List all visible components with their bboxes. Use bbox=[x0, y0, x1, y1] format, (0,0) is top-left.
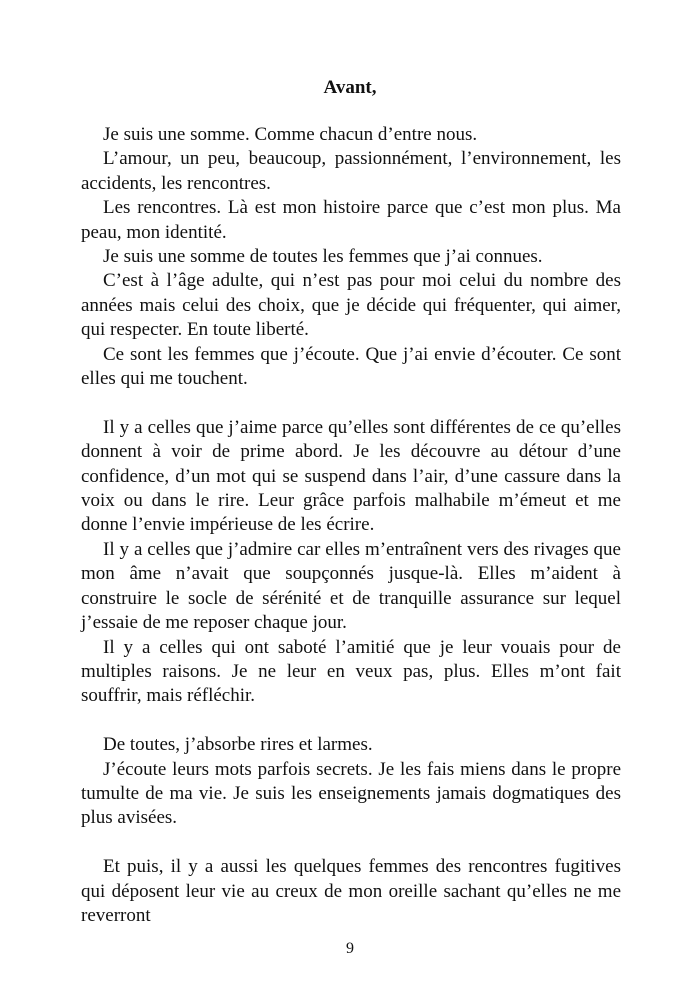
paragraph: C’est à l’âge adulte, qui n’est pas pour moi celui du nombre des années mais celui des choix, que je décide qui fréquenter, qui aimer, qui respecter. En toute liberté. bbox=[81, 270, 621, 341]
page-number: 9 bbox=[346, 940, 354, 957]
paragraph: De toutes, j’absorbe rires et larmes. bbox=[103, 734, 373, 756]
paragraph: Il y a celles que j’admire car elles m’entraînent vers des rivages que mon âme n’avait que soupçonnés jusque-là. Elles m’aident à construire le socle de sérénité et de tranquille assurance sur lequel j’essaie de me reposer chaque jour. bbox=[81, 538, 621, 634]
paragraph: Je suis une somme de toutes les femmes que j’ai connues. bbox=[103, 246, 543, 268]
paragraph: J’écoute leurs mots parfois secrets. Je les fais miens dans le propre tumulte de ma vie. Je suis les enseignements jamais dogmatiques des plus avisées. bbox=[81, 758, 621, 829]
paragraph: Il y a celles qui ont saboté l’amitié que je leur vouais pour de multiples raisons. Je ne leur en veux pas, plus. Elles m’ont fait souffrir, mais réfléchir. bbox=[81, 636, 621, 707]
paragraph: Et puis, il y a aussi les quelques femmes des rencontres fugitives qui déposent leur vie au creux de mon oreille sachant qu’elles ne me reverront bbox=[81, 856, 621, 926]
paragraph: Je suis une somme. Comme chacun d’entre nous. bbox=[103, 124, 478, 145]
body-text bbox=[81, 123, 621, 928]
paragraph: L’amour, un peu, beaucoup, passionnément, l’environnement, les accidents, les rencontres. bbox=[81, 148, 621, 194]
paragraph: Ce sont les femmes que j’écoute. Que j’ai envie d’écouter. Ce sont elles qui me touchent. bbox=[81, 343, 621, 390]
paragraph: Les rencontres. Là est mon histoire parce que c’est mon plus. Ma peau, mon identité. bbox=[81, 197, 621, 243]
chapter-title: Avant, bbox=[323, 77, 377, 98]
paragraph: Il y a celles que j’aime parce qu’elles sont différentes de ce qu’elles donnent à voir de prime abord. Je les découvre au détour d’une confidence, d’un mot qui se suspend dans l’air, d’une cassure dans la voix ou dans le rire. Leur grâce parfois malhabile m’émeut et me donne l’envie impérieuse de les écrire. bbox=[81, 416, 621, 536]
